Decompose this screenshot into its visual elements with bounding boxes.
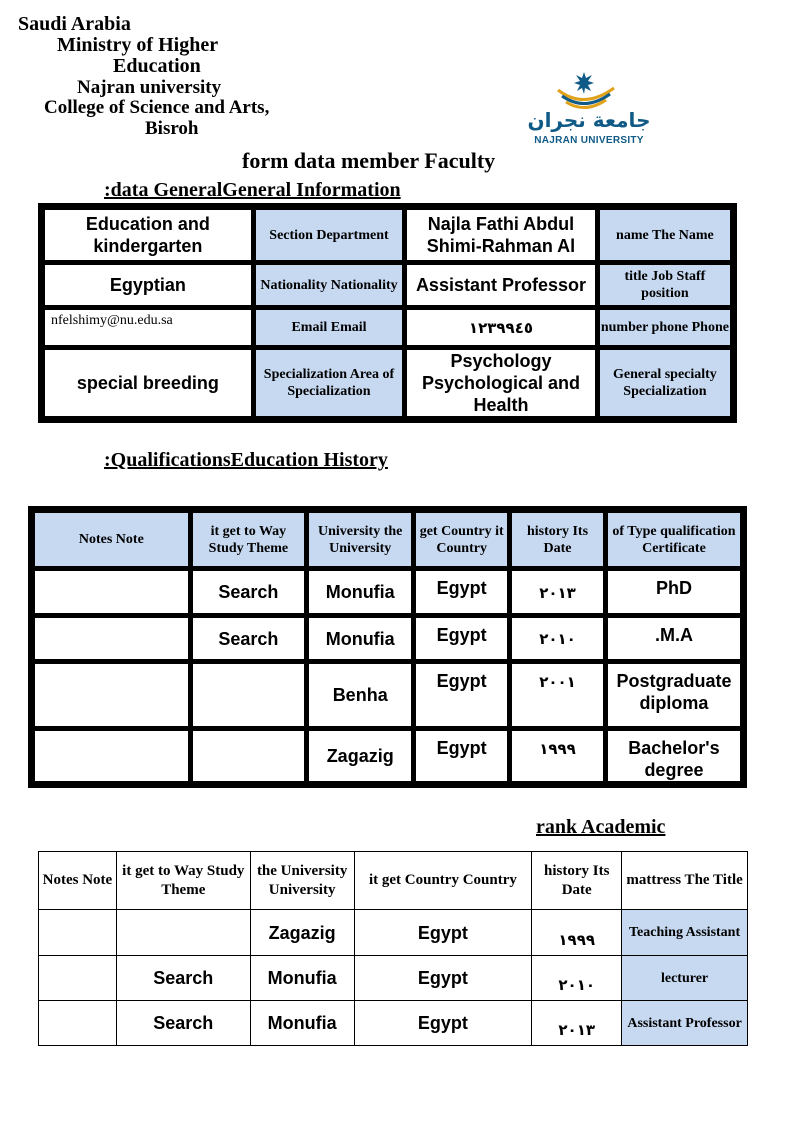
table-row — [44, 349, 731, 417]
col-title: mattress The Title — [622, 852, 748, 910]
general-specialty-value: Psychology Psychological and Health — [406, 349, 596, 417]
title-cell: Teaching Assistant — [622, 910, 748, 956]
header-ministry: Ministry of Higher — [57, 34, 219, 56]
col-way: it get to Way Study Theme — [116, 852, 250, 910]
date-cell: ٢٠١٣ — [558, 1021, 596, 1039]
table-header-row — [34, 512, 741, 567]
notes-cell — [34, 663, 189, 727]
name-value: Najla Fathi Abdul Shimi-Rahman Al — [406, 209, 596, 261]
notes-cell — [39, 1001, 117, 1046]
way-cell — [192, 663, 305, 727]
logo-arabic-text: جامعة نجران — [527, 108, 651, 132]
university-cell: Zagazig — [308, 730, 412, 782]
university-logo — [522, 68, 656, 148]
university-cell: Monufia — [250, 956, 354, 1001]
table-header-row — [39, 852, 748, 910]
certificate-cell: Bachelor's degree — [607, 730, 741, 782]
university-cell: Monufia — [250, 1001, 354, 1046]
table-row — [34, 663, 741, 727]
table-row — [34, 570, 741, 614]
way-cell — [116, 910, 250, 956]
country-cell: Egypt — [415, 663, 508, 727]
col-way: it get to Way Study Theme — [192, 512, 305, 567]
qualifications-table — [28, 506, 747, 788]
nationality-value: Egyptian — [44, 264, 252, 306]
col-country: get Country it Country — [415, 512, 508, 567]
country-cell: Egypt — [354, 956, 532, 1001]
certificate-cell: PhD — [607, 570, 741, 614]
qualifications-section-title: :QualificationsEducation History — [104, 449, 388, 471]
specialization-label: Specialization Area of Specialization — [255, 349, 403, 417]
form-title: form data member Faculty — [242, 148, 496, 173]
title-cell: Assistant Professor — [622, 1001, 748, 1046]
email-value[interactable]: nfelshimy@nu.edu.sa — [44, 309, 252, 346]
table-row — [44, 209, 731, 261]
title-cell: lecturer — [622, 956, 748, 1001]
header-education: Education — [113, 55, 201, 77]
country-cell: Egypt — [415, 730, 508, 782]
col-notes: Notes Note — [39, 852, 117, 910]
country-cell: Egypt — [415, 570, 508, 614]
table-row — [44, 309, 731, 346]
notes-cell — [34, 617, 189, 660]
table-row — [39, 1001, 748, 1046]
logo-emblem-icon — [522, 68, 656, 112]
position-label: title Job Staff position — [599, 264, 731, 306]
academic-section-title: rank Academic — [536, 816, 666, 838]
col-certificate: of Type qualification Certificate — [607, 512, 741, 567]
table-row — [34, 617, 741, 660]
col-country: it get Country Country — [354, 852, 532, 910]
col-date: history Its Date — [511, 512, 604, 567]
general-section-title: :data GeneralGeneral Information — [104, 179, 401, 201]
header-country: Saudi Arabia — [18, 13, 131, 35]
general-specialty-label: General specialty Specialization — [599, 349, 731, 417]
way-cell: Search — [116, 956, 250, 1001]
table-row — [34, 730, 741, 782]
date-cell: ١٩٩٩ — [539, 740, 576, 758]
header-college: College of Science and Arts, — [44, 97, 270, 118]
header-city: Bisroh — [145, 118, 199, 139]
col-date: history Its Date — [532, 852, 622, 910]
general-info-table — [38, 203, 737, 423]
way-cell: Search — [192, 570, 305, 614]
department-label: Section Department — [255, 209, 403, 261]
way-cell: Search — [192, 617, 305, 660]
col-university: University the University — [308, 512, 412, 567]
academic-rank-table — [38, 851, 748, 1046]
date-cell: ٢٠٠١ — [539, 673, 576, 691]
header-university: Najran university — [77, 77, 222, 98]
col-notes: Notes Note — [34, 512, 189, 567]
date-cell: ٢٠١٠ — [558, 976, 596, 994]
logo-english-text: NAJRAN UNIVERSITY — [534, 135, 644, 146]
university-cell: Monufia — [308, 617, 412, 660]
country-cell: Egypt — [354, 1001, 532, 1046]
email-label: Email Email — [255, 309, 403, 346]
name-label: name The Name — [599, 209, 731, 261]
way-cell — [192, 730, 305, 782]
country-cell: Egypt — [354, 910, 532, 956]
date-cell: ٢٠١٣ — [539, 583, 576, 602]
table-row — [39, 910, 748, 956]
date-cell: ٢٠١٠ — [539, 630, 576, 648]
way-cell: Search — [116, 1001, 250, 1046]
phone-label: number phone Phone — [599, 309, 731, 346]
col-university: the University University — [250, 852, 354, 910]
nationality-label: Nationality Nationality — [255, 264, 403, 306]
country-cell: Egypt — [415, 617, 508, 660]
phone-value: ١٢٣٩٩٤٥ — [468, 319, 534, 337]
university-cell: Benha — [308, 663, 412, 727]
table-row — [44, 264, 731, 306]
university-cell: Zagazig — [250, 910, 354, 956]
notes-cell — [39, 956, 117, 1001]
university-cell: Monufia — [308, 570, 412, 614]
position-value: Assistant Professor — [406, 264, 596, 306]
notes-cell — [39, 910, 117, 956]
certificate-cell: Postgraduate diploma — [607, 663, 741, 727]
department-value: Education and kindergarten — [44, 209, 252, 261]
notes-cell — [34, 730, 189, 782]
specialization-value: special breeding — [44, 349, 252, 417]
table-row — [39, 956, 748, 1001]
notes-cell — [34, 570, 189, 614]
certificate-cell: .M.A — [607, 617, 741, 660]
date-cell: ١٩٩٩ — [558, 931, 596, 949]
